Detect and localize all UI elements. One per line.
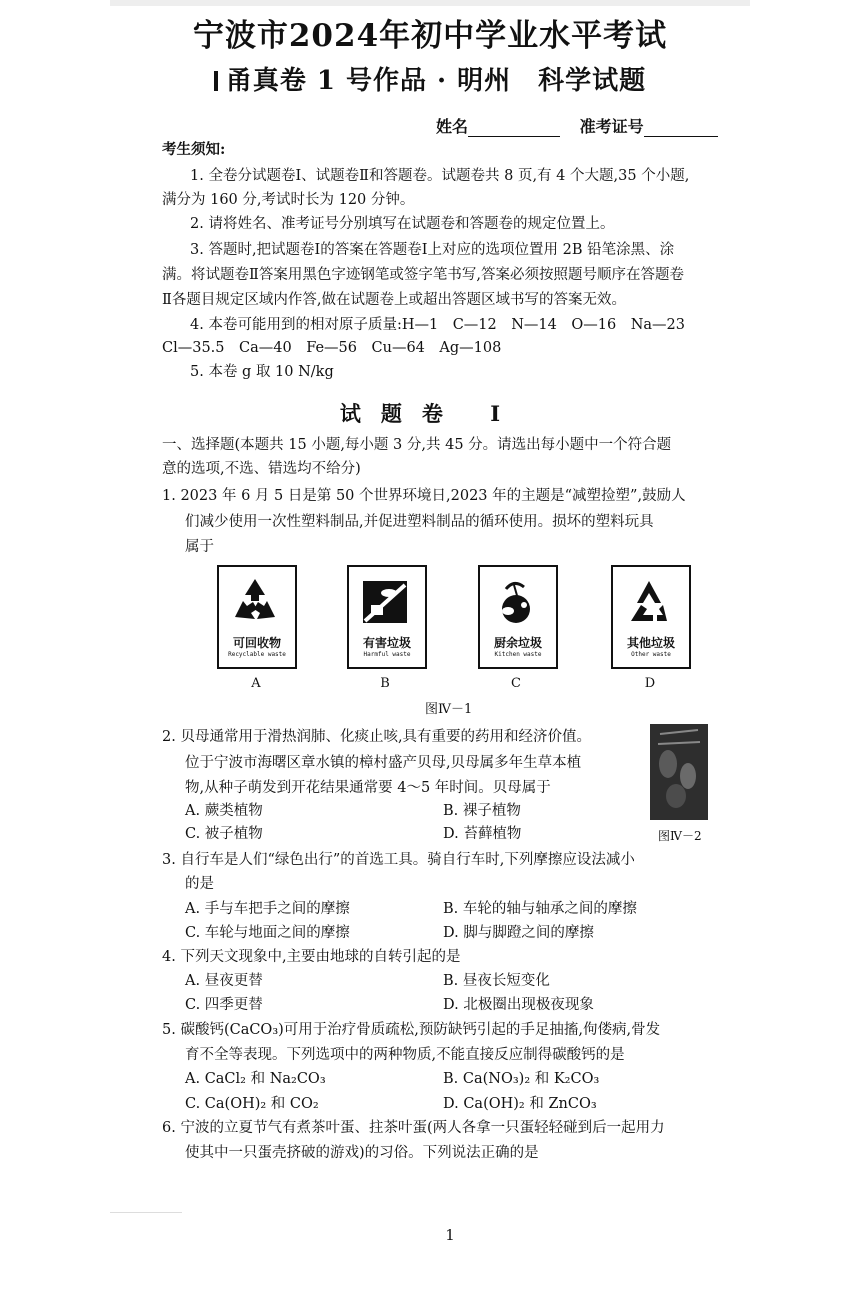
bin-sublabel: Recyclable waste (228, 651, 286, 658)
exam-subtitle (0, 60, 860, 97)
exam-title: 宁波市2024年初中学业水平考试 (192, 18, 668, 54)
notice-line: Ⅱ各题目规定区域内作答,做在试题卷上或超出答题区域书写的答案无效。 (162, 292, 626, 308)
question-6-stem: 6. 宁波的立夏节气有煮茶叶蛋、拄茶叶蛋(两人各拿一只蛋轻轻碰到后一起用力 (162, 1120, 665, 1136)
scan-top-edge (110, 0, 750, 6)
id-label: 准考证号 (579, 117, 644, 136)
option: C. 车轮与地面之间的摩擦 (185, 925, 350, 941)
option: B. Ca(NO₃)₂ 和 K₂CO₃ (443, 1071, 600, 1087)
notice-line: 1. 全卷分试题卷Ⅰ、试题卷Ⅱ和答题卷。试题卷共 8 页,有 4 个大题,35 个小题, (190, 168, 690, 184)
question-2-stem: 2. 贝母通常用于滑热润肺、化痰止咳,具有重要的药用和经济价值。 (162, 729, 592, 745)
option: B. 昼夜长短变化 (443, 973, 550, 989)
question-1-stem: 们减少使用一次性塑料制品,并促进塑料制品的循环使用。损坏的塑料玩具 (185, 514, 654, 530)
option-letter: C (511, 676, 521, 691)
option: A. CaCl₂ 和 Na₂CO₃ (185, 1071, 326, 1087)
notice-line: Cl—35.5 Ca—40 Fe—56 Cu—64 Ag—108 (162, 340, 502, 356)
bin-other (611, 565, 691, 669)
bin-kitchen (478, 565, 558, 669)
option-letter: A (251, 676, 261, 691)
fritillaria-photo (650, 724, 708, 820)
page-number: 1 (445, 1226, 455, 1244)
option: B. 车轮的轴与轴承之间的摩擦 (443, 901, 637, 917)
bin-sublabel: Harmful waste (363, 651, 411, 658)
option: D. 脚与脚蹬之间的摩擦 (443, 925, 594, 941)
harmful-icon (353, 571, 417, 635)
recycle-icon (223, 571, 287, 635)
name-label: 姓名 (436, 117, 469, 136)
option: C. 四季更替 (185, 997, 263, 1013)
section-intro: 意的选项,不选、错选均不给分) (162, 461, 361, 477)
other-waste-icon (617, 571, 681, 635)
notice-line: 满。将试题卷Ⅱ答案用黑色字迹钢笔或签字笔书写,答案必须按照题号顺序在答题卷 (162, 267, 684, 283)
option: D. 苔藓植物 (443, 826, 522, 842)
option-letter: D (644, 676, 656, 691)
figure-caption: 图Ⅳ－2 (658, 829, 702, 843)
question-2-stem: 物,从种子萌发到开花结果通常要 4～5 年时间。贝母属于 (185, 780, 551, 796)
section-intro: 一、选择题(本题共 15 小题,每小题 3 分,共 45 分。请选出每小题中一个符合题 (162, 437, 672, 453)
option: B. 裸子植物 (443, 803, 521, 819)
option: D. 北极圈出现极夜现象 (443, 997, 594, 1013)
plant-image-icon (650, 724, 708, 820)
option: C. 被子植物 (185, 826, 263, 842)
figure-caption: 图Ⅳ－1 (425, 702, 473, 717)
notice-line: 4. 本卷可能用到的相对原子质量:H—1 C—12 N—14 O—16 Na—23 (190, 317, 686, 333)
question-5-stem: 育不全等表现。下列选项中的两种物质,不能直接反应制得碳酸钙的是 (185, 1047, 625, 1063)
question-1-stem: 属于 (185, 539, 214, 555)
scan-mark (214, 71, 218, 91)
option-letter: B (380, 676, 390, 691)
scan-mark (110, 1212, 182, 1213)
question-3-stem: 3. 自行车是人们“绿色出行”的首选工具。骑自行车时,下列摩擦应设法减小 (162, 852, 635, 868)
question-3-stem: 的是 (185, 876, 214, 892)
question-5-stem: 5. 碳酸钙(CaCO₃)可用于治疗骨质疏松,预防缺钙引起的手足抽搐,佝偻病,骨发 (162, 1022, 661, 1038)
section-title: 试题卷 Ⅰ (339, 401, 521, 426)
question-4-stem: 4. 下列天文现象中,主要由地球的自转引起的是 (162, 949, 461, 965)
option: C. Ca(OH)₂ 和 CO₂ (185, 1096, 319, 1112)
name-field[interactable] (468, 120, 560, 137)
option: A. 蕨类植物 (185, 803, 263, 819)
bin-recyclable (217, 565, 297, 669)
option: A. 手与车把手之间的摩擦 (185, 901, 350, 917)
bin-label: 可回收物 (232, 636, 281, 650)
exam-subtitle-text: 甬真卷 1 号作品 · 明州 科学试题 (225, 66, 647, 96)
bin-harmful (347, 565, 427, 669)
notice-line: 5. 本卷 g 取 10 N/kg (190, 364, 334, 380)
question-6-stem: 使其中一只蛋壳挤破的游戏)的习俗。下列说法正确的是 (185, 1145, 539, 1161)
bin-label: 有害垃圾 (362, 636, 411, 650)
option: A. 昼夜更替 (185, 973, 263, 989)
notice-line: 3. 答题时,把试题卷Ⅰ的答案在答题卷Ⅰ上对应的选项位置用 2B 铅笔涂黑、涂 (190, 242, 675, 258)
notice-line: 满分为 160 分,考试时长为 120 分钟。 (162, 192, 415, 208)
notice-heading: 考生须知: (162, 141, 226, 158)
notice-line: 2. 请将姓名、准考证号分别填写在试题卷和答题卷的规定位置上。 (190, 216, 615, 232)
question-1-stem: 1. 2023 年 6 月 5 日是第 50 个世界环境日,2023 年的主题是“减塑捡塑”,鼓励人 (162, 488, 686, 504)
candidate-info (436, 114, 718, 137)
option: D. Ca(OH)₂ 和 ZnCO₃ (443, 1096, 597, 1112)
id-field[interactable] (644, 120, 718, 137)
bin-label: 厨余垃圾 (493, 636, 542, 650)
bin-sublabel: Other waste (631, 651, 671, 658)
question-2-stem: 位于宁波市海曙区章水镇的樟村盛产贝母,贝母属多年生草本植 (185, 755, 582, 771)
kitchen-icon (484, 571, 548, 635)
bin-sublabel: Kitchen waste (494, 651, 542, 658)
bin-label: 其他垃圾 (626, 636, 675, 650)
